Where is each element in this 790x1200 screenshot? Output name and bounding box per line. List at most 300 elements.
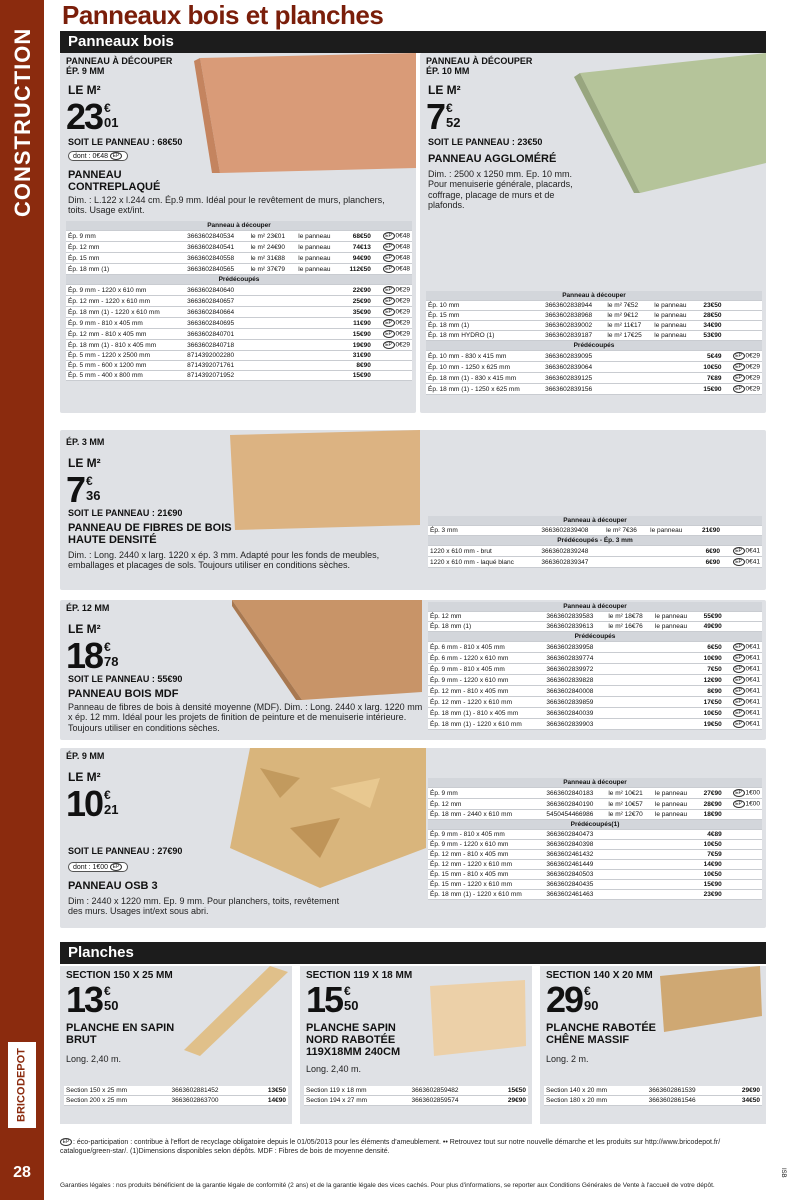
price xyxy=(546,979,599,1020)
table-cell: 8714392071952 xyxy=(185,371,248,381)
table-cell: le panneau xyxy=(653,788,697,799)
planche-table xyxy=(304,1086,528,1106)
table-cell: Ép. 9 mm - 1220 x 610 mm xyxy=(428,840,544,850)
price-int: 7 xyxy=(426,96,445,137)
table-header-row xyxy=(428,602,762,612)
table-cell xyxy=(249,340,297,351)
table-cell xyxy=(249,318,297,329)
table-cell: 3663602859482 xyxy=(410,1086,493,1096)
price-dec: 36 xyxy=(86,488,101,503)
table-cell: 28€90 xyxy=(697,799,724,810)
table-cell: EP 0€48 xyxy=(373,231,412,242)
table-cell: 3663602840039 xyxy=(544,708,606,719)
table-cell xyxy=(249,296,297,307)
unit-label: LE M² xyxy=(68,622,101,636)
table-cell xyxy=(606,850,653,860)
table-cell: EP 0€48 xyxy=(373,242,412,253)
price xyxy=(66,635,119,676)
table-cell: EP 1€00 xyxy=(724,799,762,810)
product-card-hdf xyxy=(60,430,766,590)
table-cell: EP 0€29 xyxy=(723,351,762,362)
eco-amount: dont : 1€00 xyxy=(73,863,109,871)
table-cell: Ép. 5 mm - 600 x 1200 mm xyxy=(66,361,185,371)
table-cell: Ép. 9 mm - 1220 x 610 mm xyxy=(66,285,185,296)
table-row xyxy=(428,788,762,799)
planche-image xyxy=(660,966,764,1036)
table-cell xyxy=(296,318,341,329)
table-cell: 28€50 xyxy=(697,311,724,321)
product-desc: Dim. : L.122 x l.244 cm. Ép.9 mm. Idéal pour le revêtement de murs, planchers, toits. Usage ext/int. xyxy=(68,195,385,216)
price-currency: € xyxy=(104,788,111,802)
table-row xyxy=(428,622,762,632)
table-row xyxy=(428,557,762,568)
table-cell: 11€90 xyxy=(341,318,373,329)
table-cell: Ép. 5 mm - 1220 x 2500 mm xyxy=(66,351,185,361)
table-cell: 27€90 xyxy=(697,788,724,799)
table-row xyxy=(304,1086,528,1096)
planche-section: SECTION 140 X 20 MM xyxy=(546,970,653,981)
table-cell: EP 0€29 xyxy=(373,285,412,296)
table-cell: Ép. 18 mm (1) xyxy=(428,622,544,632)
eco-icon: EP xyxy=(383,297,395,305)
table-cell xyxy=(653,830,697,840)
eco-icon: EP xyxy=(733,800,745,808)
table-cell: le panneau xyxy=(652,331,696,341)
planche-desc: Long. 2,40 m. xyxy=(306,1064,362,1074)
product-desc: Dim. : Long. 2440 x larg. 1220 x ép. 3 mm. Adapté pour les fonds de meubles, emballages et placages de sols. Toujours utiliser en conditions sèches. xyxy=(68,550,380,571)
table-cell xyxy=(606,719,653,730)
table-cell: EP 0€41 xyxy=(724,686,762,697)
table-cell: 22€90 xyxy=(341,285,373,296)
table-cell: 3663602839125 xyxy=(543,373,605,384)
price xyxy=(306,979,359,1020)
table-row xyxy=(66,318,412,329)
eco-icon: EP xyxy=(733,654,745,662)
table-cell: 34€50 xyxy=(727,1096,762,1106)
table-cell xyxy=(653,664,697,675)
product-table xyxy=(428,516,762,568)
table-header: Panneau à découper xyxy=(426,291,762,301)
table-cell: 3663602839903 xyxy=(544,719,606,730)
price-currency: € xyxy=(104,101,111,115)
table-cell: Ép. 18 mm - 2440 x 610 mm xyxy=(428,810,544,820)
table-cell xyxy=(724,840,762,850)
table-header: Panneau à découper xyxy=(428,516,762,526)
planche-desc: Long. 2,40 m. xyxy=(66,1054,122,1064)
table-cell xyxy=(606,880,653,890)
eco-icon: EP xyxy=(733,558,745,566)
table-cell xyxy=(724,850,762,860)
planche-card-chene xyxy=(540,966,766,1124)
price xyxy=(426,96,461,137)
table-cell xyxy=(653,708,697,719)
table-cell: 3663602839613 xyxy=(544,622,606,632)
table-cell: le m² 7€36 xyxy=(604,526,648,536)
price-currency: € xyxy=(584,984,591,998)
table-cell: 3663602839828 xyxy=(544,675,606,686)
table-cell: 3663602839095 xyxy=(543,351,605,362)
table-cell xyxy=(653,870,697,880)
price xyxy=(66,979,119,1020)
price-currency: € xyxy=(446,101,453,115)
brand-top: BRICO xyxy=(15,1086,28,1122)
table-cell: Ép. 15 mm xyxy=(66,253,185,264)
table-cell: EP 0€29 xyxy=(723,373,762,384)
price-currency: € xyxy=(344,984,351,998)
hdf-image xyxy=(225,430,425,530)
table-cell: le m² 24€90 xyxy=(249,242,297,253)
table-cell xyxy=(724,612,762,622)
table-row xyxy=(426,384,762,395)
table-row xyxy=(428,526,762,536)
table-row xyxy=(428,546,762,557)
product-card-contreplaque xyxy=(60,53,416,413)
table-row xyxy=(66,351,412,361)
table-cell xyxy=(723,301,762,311)
table-cell xyxy=(249,371,297,381)
table-cell: 8714392002280 xyxy=(185,351,248,361)
table-cell: Section 150 x 25 mm xyxy=(64,1086,170,1096)
table-cell xyxy=(606,870,653,880)
table-cell: Ép. 18 mm (1) xyxy=(426,321,543,331)
tag-line: ÉP. 9 MM xyxy=(66,65,105,76)
table-cell: Ép. 9 mm - 810 x 405 mm xyxy=(66,318,185,329)
table-cell xyxy=(724,890,762,900)
table-cell xyxy=(653,880,697,890)
table-cell: 3663602839583 xyxy=(544,612,606,622)
table-cell: Ép. 18 mm HYDRO (1) xyxy=(426,331,543,341)
table-row xyxy=(66,307,412,318)
price-dec: 50 xyxy=(344,998,359,1013)
price-dec: 50 xyxy=(104,998,119,1013)
table-cell xyxy=(606,653,653,664)
table-cell: Ép. 10 mm - 1250 x 625 mm xyxy=(426,362,543,373)
eco-icon: EP xyxy=(383,265,395,273)
price xyxy=(66,783,119,824)
table-row xyxy=(426,373,762,384)
table-cell: 8€90 xyxy=(341,361,373,371)
table-cell: 5450454466986 xyxy=(544,810,606,820)
table-cell xyxy=(606,664,653,675)
table-cell: 3663602461449 xyxy=(544,860,606,870)
table-cell: Ép. 18 mm (1) - 830 x 415 mm xyxy=(426,373,543,384)
product-tag: ÉP. 9 MM xyxy=(66,751,105,761)
table-cell: 3663602839187 xyxy=(543,331,605,341)
product-name xyxy=(68,522,232,546)
table-cell: EP 0€48 xyxy=(373,253,412,264)
eco-icon: EP xyxy=(733,720,745,728)
table-cell: 3663602840435 xyxy=(544,880,606,890)
table-cell: EP 0€41 xyxy=(722,557,762,568)
table-cell: Ép. 12 mm - 1220 x 610 mm xyxy=(428,860,544,870)
unit-label: LE M² xyxy=(428,83,461,97)
price-currency: € xyxy=(104,640,111,654)
table-cell: 3663602839002 xyxy=(543,321,605,331)
table-cell: Ép. 18 mm (1) - 1220 x 610 mm xyxy=(428,890,544,900)
table-cell: Ép. 12 mm xyxy=(428,612,544,622)
table-cell: 3663602840701 xyxy=(185,329,248,340)
product-desc: Dim : 2440 x 1220 mm. Ep. 9 mm. Pour planchers, toits, revêtement des murs. Usages int/ext sous abri. xyxy=(68,896,340,917)
table-row xyxy=(428,880,762,890)
table-cell xyxy=(653,642,697,653)
unit-label: LE M² xyxy=(68,770,101,784)
table-cell: 7€50 xyxy=(697,664,724,675)
table-cell: Ép. 5 mm - 400 x 800 mm xyxy=(66,371,185,381)
table-cell: Ép. 12 mm - 810 x 405 mm xyxy=(66,329,185,340)
table-cell xyxy=(605,351,652,362)
name-line: 119X18MM 240CM xyxy=(306,1046,401,1059)
name-line: NORD RABOTÉE xyxy=(306,1034,396,1047)
legal-guarantee: Garanties légales : nos produits bénéficient de la garantie légale de conformité (2 ans) et de la garantie légale des vices cachés. Pour plus d'informations, se reporter aux Conditions Générales de Vente à l'accueil de votre dépôt. xyxy=(60,1182,715,1189)
table-cell: 25€90 xyxy=(341,296,373,307)
table-cell: Ép. 6 mm - 1220 x 610 mm xyxy=(428,653,544,664)
table-cell: 10€50 xyxy=(697,840,724,850)
table-cell xyxy=(653,697,697,708)
table-cell: 23€50 xyxy=(697,301,724,311)
table-header-row xyxy=(66,275,412,285)
price-int: 18 xyxy=(66,635,103,676)
table-row xyxy=(64,1096,288,1106)
eco-icon: EP xyxy=(733,363,745,371)
eco-icon: EP xyxy=(733,374,745,382)
table-cell xyxy=(724,622,762,632)
table-cell: 29€90 xyxy=(492,1096,528,1106)
table-row xyxy=(428,686,762,697)
table-cell xyxy=(249,307,297,318)
table-row xyxy=(426,351,762,362)
table-cell: le m² 16€76 xyxy=(606,622,653,632)
table-cell: 3663602861539 xyxy=(647,1086,727,1096)
table-row xyxy=(304,1096,528,1106)
table-header-row xyxy=(428,632,762,642)
table-row xyxy=(66,361,412,371)
table-cell: EP 0€29 xyxy=(723,384,762,395)
table-cell: le panneau xyxy=(653,622,697,632)
table-cell xyxy=(296,351,341,361)
chipboard-image xyxy=(570,53,766,193)
table-cell: EP 0€29 xyxy=(373,329,412,340)
table-cell: Ép. 15 mm - 810 x 405 mm xyxy=(428,870,544,880)
table-header-row xyxy=(426,291,762,301)
table-cell: 3663602840183 xyxy=(544,788,606,799)
table-row xyxy=(428,890,762,900)
table-cell: 55€90 xyxy=(697,612,724,622)
table-cell xyxy=(606,642,653,653)
table-cell: Section 180 x 20 mm xyxy=(544,1096,647,1106)
page-number: 28 xyxy=(6,1160,38,1186)
table-cell: le m² 23€01 xyxy=(249,231,297,242)
product-tag xyxy=(66,57,172,77)
table-cell: Ép. 12 mm - 1220 x 610 mm xyxy=(428,697,544,708)
table-row xyxy=(426,301,762,311)
table-header-row xyxy=(66,221,412,231)
table-cell xyxy=(296,329,341,340)
name-line: PANNEAU DE FIBRES DE BOIS xyxy=(68,522,232,534)
table-row xyxy=(426,311,762,321)
product-tag xyxy=(426,57,532,77)
brand-bottom: DEPOT xyxy=(15,1048,28,1087)
table-cell: 12€90 xyxy=(697,675,724,686)
table-cell: 3663602840565 xyxy=(185,264,248,275)
planche-card-sapin-nord xyxy=(300,966,532,1124)
table-cell: le panneau xyxy=(296,253,341,264)
table-cell: Ép. 9 mm - 810 x 405 mm xyxy=(428,664,544,675)
table-cell: Section 119 x 18 mm xyxy=(304,1086,410,1096)
eco-icon: EP xyxy=(733,385,745,393)
name-line: PLANCHE EN SAPIN xyxy=(66,1022,175,1034)
table-row xyxy=(428,653,762,664)
table-row xyxy=(428,870,762,880)
eco-icon: EP xyxy=(733,665,745,673)
table-cell: 19€50 xyxy=(697,719,724,730)
tag-line: PANNEAU À DÉCOUPER xyxy=(66,56,173,66)
eco-badge xyxy=(68,862,128,872)
eco-icon: EP xyxy=(733,709,745,717)
table-header: Panneau à découper xyxy=(66,221,412,231)
footer-line: : éco-participation : contribue à l'effort de recyclage obligatoire depuis le 01/05/2013 pour les éléments d'ameublement. •• Retrouvez tout sur notre nouvelle démarche et les produits sur http://www.bricodepot.fr/ xyxy=(73,1139,721,1146)
eco-icon: EP xyxy=(60,1138,72,1146)
name-line: PLANCHE SAPIN xyxy=(306,1022,396,1034)
table-cell: 3663602838968 xyxy=(543,311,605,321)
name-line: PANNEAU xyxy=(68,169,122,181)
table-cell: Ép. 18 mm (1) - 1250 x 625 mm xyxy=(426,384,543,395)
table-cell: Ép. 18 mm (1) - 1220 x 610 mm xyxy=(428,719,544,730)
table-cell: EP 0€41 xyxy=(724,653,762,664)
table-cell: 3663602859574 xyxy=(410,1096,493,1106)
table-cell: 3663602840718 xyxy=(185,340,248,351)
section-header-panneaux: Panneaux bois xyxy=(60,31,766,53)
table-cell: 3663602840473 xyxy=(544,830,606,840)
eco-icon: EP xyxy=(383,254,395,262)
table-cell: EP 0€48 xyxy=(373,264,412,275)
table-cell: 15€90 xyxy=(697,384,724,395)
table-cell xyxy=(249,361,297,371)
table-row xyxy=(66,371,412,381)
table-cell: Ép. 3 mm xyxy=(428,526,539,536)
eco-icon: EP xyxy=(733,547,745,555)
name-line: CONTREPLAQUÉ xyxy=(68,181,161,194)
unit-label: LE M² xyxy=(68,83,101,97)
table-cell: Ép. 18 mm (1) - 1220 x 610 mm xyxy=(66,307,185,318)
table-cell xyxy=(648,546,694,557)
eco-icon: EP xyxy=(383,232,395,240)
eco-icon: EP xyxy=(733,698,745,706)
table-cell: 3663602839774 xyxy=(544,653,606,664)
name-line: PLANCHE RABOTÉE xyxy=(546,1022,657,1034)
table-cell: Section 200 x 25 mm xyxy=(64,1096,170,1106)
table-cell: 10€50 xyxy=(697,870,724,880)
table-cell: 74€13 xyxy=(341,242,373,253)
price-int: 7 xyxy=(66,469,85,510)
planche-table xyxy=(64,1086,288,1106)
table-cell: 23€90 xyxy=(697,890,724,900)
table-row xyxy=(64,1086,288,1096)
table-cell: le panneau xyxy=(296,231,341,242)
table-cell: Ép. 12 mm xyxy=(428,799,544,810)
table-cell: 29€90 xyxy=(727,1086,762,1096)
plywood-image xyxy=(180,53,416,173)
table-cell: 35€90 xyxy=(341,307,373,318)
table-cell: le m² 10€57 xyxy=(606,799,653,810)
table-cell: 10€50 xyxy=(697,362,724,373)
table-cell xyxy=(723,321,762,331)
table-cell: le panneau xyxy=(648,526,694,536)
table-cell: Ép. 18 mm (1) xyxy=(66,264,185,275)
eco-icon: EP xyxy=(110,152,122,160)
table-cell: 3663602461432 xyxy=(544,850,606,860)
table-cell: 3663602881452 xyxy=(170,1086,253,1096)
table-cell: 1220 x 610 mm - brut xyxy=(428,546,539,557)
table-cell: 3663602839156 xyxy=(543,384,605,395)
osb-image xyxy=(230,748,426,888)
price xyxy=(66,469,101,510)
table-cell: 3663602863700 xyxy=(170,1096,253,1106)
table-cell: 3663602839408 xyxy=(539,526,604,536)
product-table xyxy=(428,602,762,730)
table-cell: 68€50 xyxy=(341,231,373,242)
table-header: Prédécoupés(1) xyxy=(428,820,762,830)
table-header: Prédécoupés xyxy=(66,275,412,285)
table-cell: EP 1€00 xyxy=(724,788,762,799)
table-cell xyxy=(653,675,697,686)
table-row xyxy=(428,675,762,686)
price-int: 13 xyxy=(66,979,103,1020)
price-currency: € xyxy=(86,474,93,488)
table-cell: 3663602838944 xyxy=(543,301,605,311)
table-cell: 10€90 xyxy=(697,653,724,664)
table-cell: le panneau xyxy=(296,264,341,275)
table-cell xyxy=(653,653,697,664)
table-cell: le panneau xyxy=(653,799,697,810)
table-row xyxy=(428,708,762,719)
table-cell: 14€90 xyxy=(252,1096,288,1106)
table-cell: 21€90 xyxy=(694,526,722,536)
product-name xyxy=(68,169,160,193)
table-cell: Ép. 12 mm - 1220 x 610 mm xyxy=(66,296,185,307)
table-cell: 3663602840541 xyxy=(185,242,248,253)
footer-line: catalogue/green-star/. (1)Dimensions disponibles selon dépôts. MDF : Fibres de bois de moyenne densité. xyxy=(60,1148,390,1156)
table-cell xyxy=(653,860,697,870)
table-cell: 10€50 xyxy=(697,708,724,719)
footer-notes xyxy=(60,1138,770,1156)
eco-icon: EP xyxy=(383,243,395,251)
table-header: Prédécoupés xyxy=(428,632,762,642)
table-cell: le m² 12€70 xyxy=(606,810,653,820)
table-cell xyxy=(606,860,653,870)
table-cell: le m² 31€88 xyxy=(249,253,297,264)
product-name: PANNEAU OSB 3 xyxy=(68,880,158,892)
table-cell: 3663602839347 xyxy=(539,557,604,568)
table-cell xyxy=(296,285,341,296)
product-card-osb xyxy=(60,748,766,928)
table-cell: 7€89 xyxy=(697,373,724,384)
page-title: Panneaux bois et planches xyxy=(62,0,384,30)
table-cell: Ép. 9 mm - 810 x 405 mm xyxy=(428,830,544,840)
table-cell: 3663602840534 xyxy=(185,231,248,242)
table-cell: 3663602840398 xyxy=(544,840,606,850)
table-row xyxy=(66,264,412,275)
table-cell: le m² 7€52 xyxy=(605,301,652,311)
planche-image xyxy=(180,966,290,1056)
product-table xyxy=(426,291,762,395)
tag-line: ÉP. 10 MM xyxy=(426,65,470,76)
table-cell: Ép. 12 mm - 810 x 405 mm xyxy=(428,850,544,860)
table-cell: 53€90 xyxy=(697,331,724,341)
price-int: 23 xyxy=(66,96,103,137)
table-header: Prédécoupés - Ép. 3 mm xyxy=(428,536,762,546)
product-name: PANNEAU AGGLOMÉRÉ xyxy=(428,153,557,165)
table-cell xyxy=(652,373,696,384)
